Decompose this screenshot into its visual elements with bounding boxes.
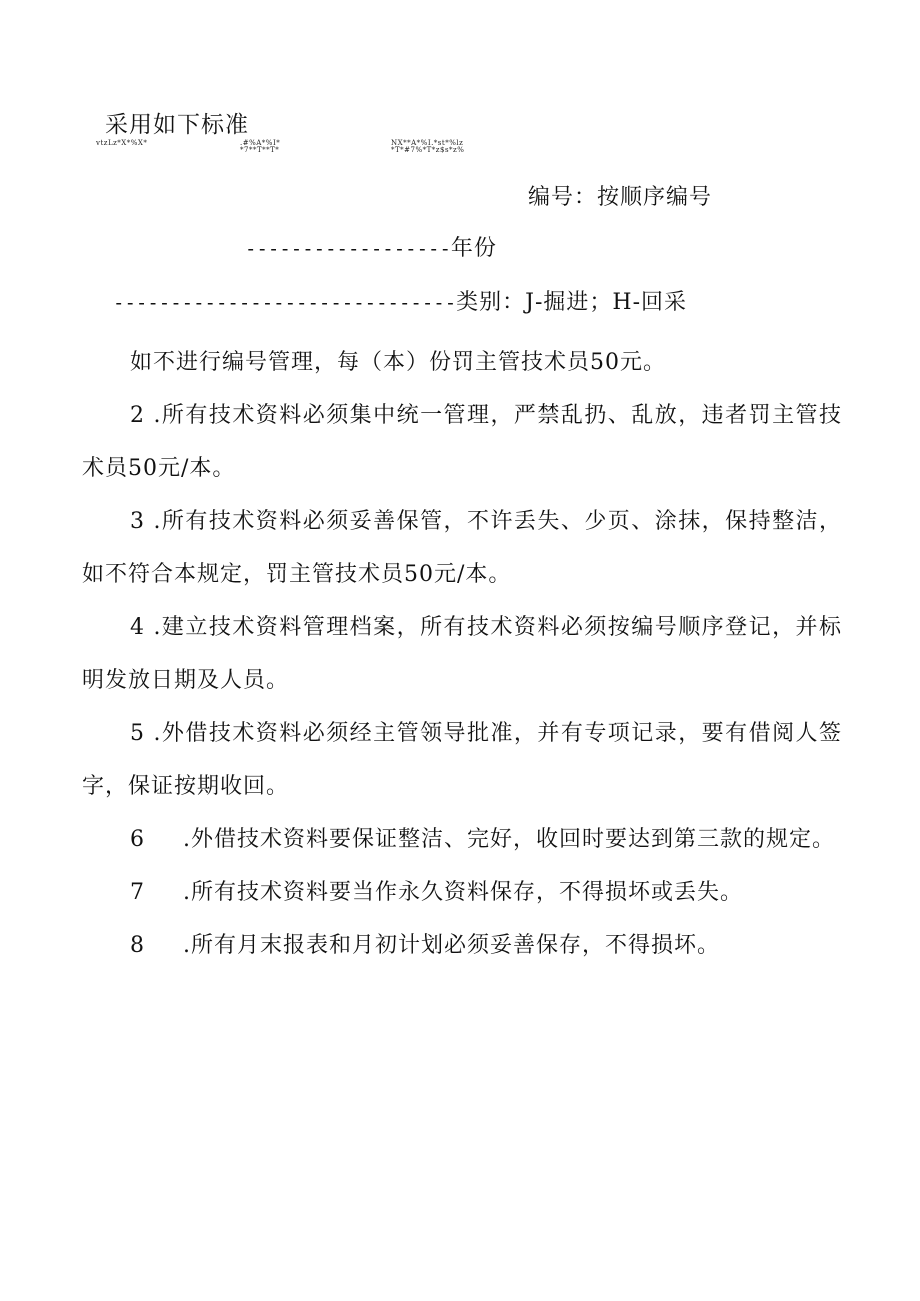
paragraph-number: 6 (130, 827, 145, 852)
garbled-text-1: vtzLz*X*%X* (96, 139, 148, 147)
paragraph-4 (82, 601, 842, 707)
paragraph-2 (82, 389, 842, 495)
paragraph-5 (82, 707, 842, 813)
paragraph-8 (82, 919, 842, 972)
paragraph-text: .外借技术资料要保证整洁、完好，收回时要达到第三款的规定。 (183, 827, 835, 852)
paragraph-3 (82, 495, 842, 601)
numbering-rule-line: 编号：按顺序编号 (528, 185, 713, 210)
paragraph-number: 8 (130, 933, 145, 958)
paragraph-number: 2 (130, 403, 145, 428)
paragraph-text: .建立技术资料管理档案，所有技术资料必须按编号顺序登记，并标明发放日期及人员。 (82, 615, 842, 693)
paragraph-text: 如不进行编号管理，每（本）份罚主管技术员50元。 (130, 350, 666, 375)
paragraph-text: .所有技术资料要当作永久资料保存，不得损坏或丢失。 (183, 880, 743, 905)
paragraph-number: 5 (130, 721, 145, 746)
paragraph-number: 4 (130, 615, 145, 640)
year-dashes: ------------------ (245, 238, 451, 260)
paragraph-7 (82, 866, 842, 919)
rules-body (82, 336, 842, 972)
year-label: 年份 (450, 236, 497, 261)
paragraph-1 (82, 336, 842, 389)
year-rule-line (245, 231, 497, 262)
garbled-text-3: NX**A*%I.*st*%lz *T*#7%*T*z$s*z% (391, 139, 465, 154)
paragraph-text: .外借技术资料必须经主管领导批准，并有专项记录，要有借阅人签字，保证按期收回。 (82, 721, 842, 799)
paragraph-number: 7 (130, 880, 145, 905)
paragraph-text: .所有月末报表和月初计划必须妥善保存，不得损坏。 (183, 933, 720, 958)
type-dashes: ------------------------------ (113, 292, 457, 314)
paragraph-6 (82, 813, 842, 866)
paragraph-number: 3 (130, 509, 145, 534)
paragraph-text: .所有技术资料必须集中统一管理，严禁乱扔、乱放，违者罚主管技术员50元/本。 (82, 403, 842, 481)
document-heading: 采用如下标准 (105, 112, 249, 138)
type-label: 类别：J-掘进；H-回采 (456, 290, 688, 315)
paragraph-text: .所有技术资料必须妥善保管，不许丢失、少页、涂抹，保持整洁，如不符合本规定，罚主管技术员50元/本。 (82, 509, 842, 587)
garbled-text-2: .#%A*%I* *7**T**T* (240, 139, 281, 154)
type-rule-line (113, 285, 687, 316)
